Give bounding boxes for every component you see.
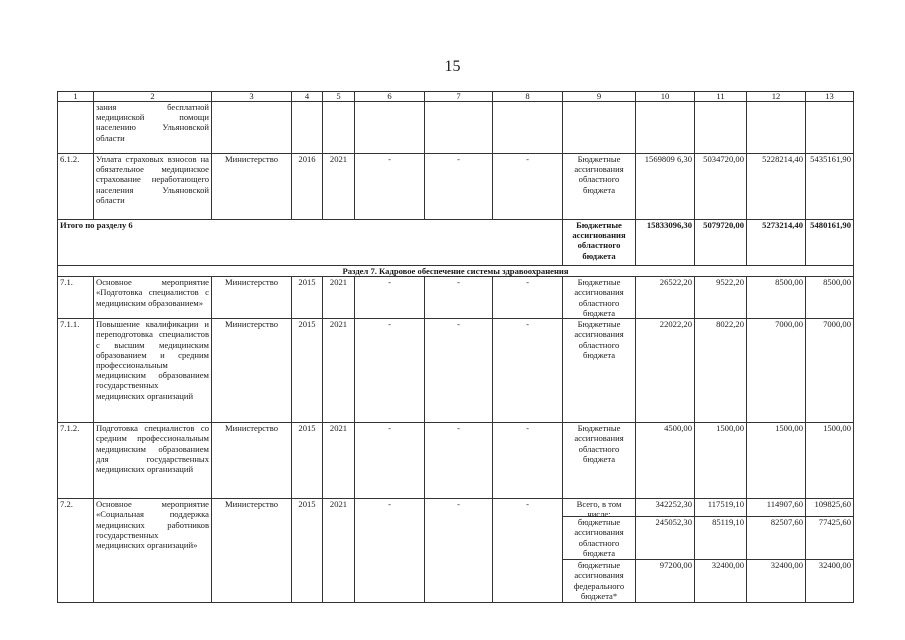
total-amount: 245052,30 [655,517,692,528]
total-amount: 15833096,30 [636,220,695,266]
section-title: Раздел 7. Кадровое обеспечение системы здравоохранения [58,266,854,277]
table-row [58,499,854,603]
column-number: 5 [323,92,355,102]
indicator-col6 [355,102,425,154]
amount-year-2: 82507,60 [770,517,803,528]
amount-year-1: 1500,00 [695,423,747,499]
amount-year-3 [806,102,854,154]
amount-year-1: 8022,20 [695,319,747,423]
total-amount: 1569809 6,30 [636,154,695,220]
indicator-col7 [425,102,493,154]
page-number: 15 [444,58,461,75]
total-amount: 22022,20 [636,319,695,423]
indicator-col8: - [493,319,563,423]
item-number [58,102,94,154]
amount-year-1: 5034720,00 [695,154,747,220]
section-header-row [58,266,854,277]
start-year: 2015 [292,277,323,319]
section-total-label: Итого по разделу 6 [58,220,563,266]
amount-year-3: 5480161,90 [806,220,854,266]
column-number: 8 [493,92,563,102]
end-year: 2021 [323,423,355,499]
indicator-col7: - [425,499,493,603]
table-row [58,319,854,423]
column-number: 10 [636,92,695,102]
funding-source: Бюджетные ассигнования областного бюджета [563,277,636,319]
column-number: 1 [58,92,94,102]
end-year: 2021 [323,499,355,603]
start-year: 2015 [292,319,323,423]
amount-year-1-list [695,499,747,603]
amount-year-1: 9522,20 [695,277,747,319]
indicator-col8: - [493,499,563,603]
start-year: 2015 [292,423,323,499]
funding-source: бюджетные ассигнования федерального бюджета* [573,560,625,601]
amount-year-2: 114907,60 [766,499,803,510]
table-row [58,423,854,499]
column-number: 13 [806,92,854,102]
item-name: Подготовка специалистов со средним профессиональным медицинским образованием для государственных медицинских организаций [94,423,212,499]
end-year: 2021 [323,277,355,319]
column-number: 11 [695,92,747,102]
indicator-col7: - [425,277,493,319]
funding-source: бюджетные ассигнования областного бюджета [574,517,624,558]
indicator-col6: - [355,423,425,499]
column-number: 6 [355,92,425,102]
total-amount: 26522,20 [636,277,695,319]
item-number: 7.1. [58,277,94,319]
table-row [58,277,854,319]
funding-source [563,102,636,154]
amount-year-1: 5079720,00 [695,220,747,266]
column-number: 12 [747,92,806,102]
executor: Министерство [212,154,292,220]
table-row [58,102,854,154]
total-amount-list [636,499,695,603]
column-number: 7 [425,92,493,102]
total-amount: 4500,00 [636,423,695,499]
amount-year-2: 8500,00 [747,277,806,319]
indicator-col8: - [493,277,563,319]
column-number-row [58,92,854,102]
amount-year-3-list [806,499,854,603]
end-year: 2021 [323,154,355,220]
column-number: 3 [212,92,292,102]
amount-year-2: 5273214,40 [747,220,806,266]
amount-year-3: 5435161,90 [806,154,854,220]
funding-source-list [563,499,636,603]
indicator-col6: - [355,499,425,603]
indicator-col6: - [355,154,425,220]
total-amount: 97200,00 [659,560,692,571]
funding-source: Бюджетные ассигнования областного бюджета [563,319,636,423]
indicator-col8 [493,102,563,154]
amount-year-3: 77425,60 [818,517,851,528]
item-name: Основное мероприятие «Социальная поддержка медицинских работников государственных медицинских организаций» [94,499,212,603]
indicator-col7: - [425,319,493,423]
funding-source: Бюджетные ассигнования областного бюджета [563,220,636,266]
total-amount [636,102,695,154]
amount-year-1 [695,102,747,154]
item-number: 7.2. [58,499,94,603]
item-name: Основное мероприятие «Подготовка специалистов с медицинским образованием» [94,277,212,319]
amount-year-3: 32400,00 [818,560,851,571]
total-amount: 342252,30 [655,499,692,510]
amount-year-2: 32400,00 [770,560,803,571]
column-number: 9 [563,92,636,102]
end-year: 2021 [323,319,355,423]
amount-year-1: 117519,10 [707,499,744,510]
indicator-col6: - [355,319,425,423]
table-row [58,154,854,220]
executor: Министерство [212,499,292,603]
amount-year-3: 109825,60 [814,499,851,510]
program-table [57,91,854,603]
item-name: зания бесплатной медицинской помощи населению Ульяновской области [94,102,212,154]
executor: Министерство [212,277,292,319]
amount-year-3: 8500,00 [806,277,854,319]
amount-year-2: 1500,00 [747,423,806,499]
funding-source: Всего, в том числе: [576,499,622,520]
column-number: 2 [94,92,212,102]
start-year [292,102,323,154]
start-year: 2015 [292,499,323,603]
funding-source: Бюджетные ассигнования областного бюджета [563,423,636,499]
column-number: 4 [292,92,323,102]
indicator-col6: - [355,277,425,319]
item-number: 7.1.1. [58,319,94,423]
end-year [323,102,355,154]
amount-year-3: 7000,00 [806,319,854,423]
item-number: 7.1.2. [58,423,94,499]
amount-year-1: 85119,10 [712,517,744,528]
funding-source: Бюджетные ассигнования областного бюджета [563,154,636,220]
amount-year-2-list [747,499,806,603]
indicator-col7: - [425,154,493,220]
executor [212,102,292,154]
executor: Министерство [212,423,292,499]
amount-year-3: 1500,00 [806,423,854,499]
item-number: 6.1.2. [58,154,94,220]
section-total-row [58,220,854,266]
amount-year-2 [747,102,806,154]
indicator-col8: - [493,423,563,499]
indicator-col7: - [425,423,493,499]
amount-year-2: 5228214,40 [747,154,806,220]
executor: Министерство [212,319,292,423]
start-year: 2016 [292,154,323,220]
item-name: Уплата страховых взносов на обязательное медицинское страхование неработающего населения Ульяновской области [94,154,212,220]
amount-year-2: 7000,00 [747,319,806,423]
amount-year-1: 32400,00 [711,560,744,571]
item-name: Повышение квалификации и переподготовка специалистов с высшим медицинским образованием и средним профессиональным медицинским образованием государственных медицинских организаций [94,319,212,423]
indicator-col8: - [493,154,563,220]
